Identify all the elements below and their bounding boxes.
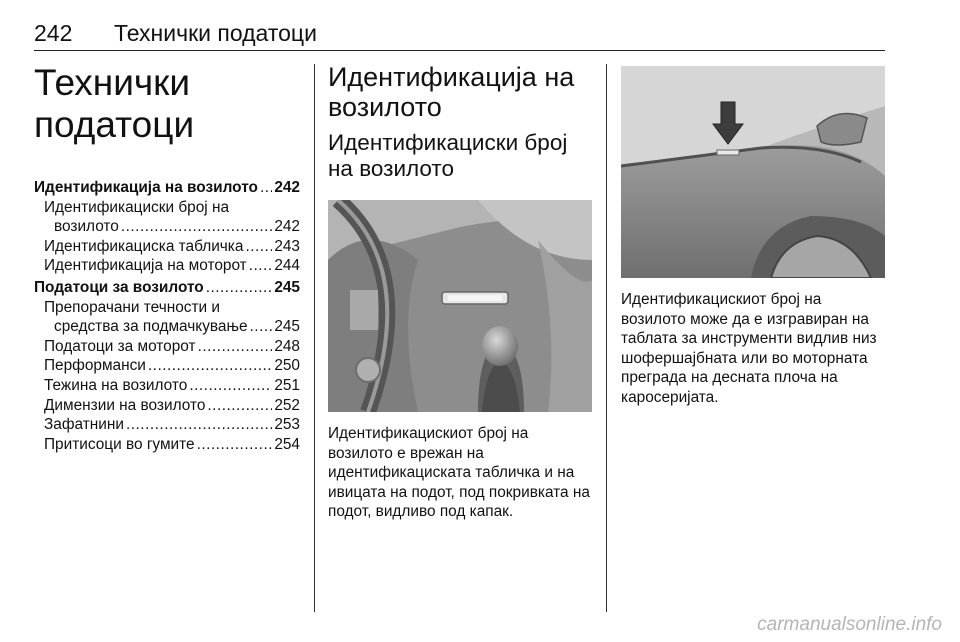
toc-leader [207,396,272,416]
toc-entry[interactable] [34,298,300,337]
toc-entry[interactable] [34,256,300,276]
toc-entry[interactable] [34,376,300,396]
toc-entry-title: Податоци за моторот [44,337,196,355]
toc-entry-page: 245 [274,318,300,336]
page-number: 242 [34,20,73,46]
windshield-vin-photo [621,66,885,278]
toc-entry[interactable] [34,415,300,435]
toc-entry[interactable] [34,237,300,257]
toc-entry-page: 242 [274,179,300,196]
image-column [621,66,885,408]
toc-entry-title: Идентификациска табличка [44,237,244,255]
toc-entry-title-cont: средства за подмачкување [54,318,248,336]
toc-entry-title-cont: возилото [54,218,119,236]
chapter-title: Технички податоци [34,62,195,145]
toc-entry-title: Идентификациски број на [44,198,230,216]
toc-entry-page: 252 [274,396,300,414]
section-heading: Идентификација на возилото [328,62,575,122]
toc-entry-title: Тежина на возилото [44,376,188,394]
toc-section [34,178,300,276]
toc-section [34,278,300,454]
column-divider [606,64,607,612]
toc-entry[interactable] [34,356,300,376]
toc-leader [121,217,272,237]
toc-entry-title: Перформанси [44,357,146,375]
toc-leader [206,278,273,298]
toc-entry-title: Зафатнини [44,416,124,434]
toc-leader [197,435,273,455]
toc-entry-page: 243 [274,237,300,255]
toc-entry[interactable] [34,396,300,416]
toc-leader [198,337,273,357]
toc-leader [189,376,272,396]
toc-leader [260,178,272,198]
toc-entry-page: 253 [274,416,300,434]
photo-caption-2: Идентификацискиот број на возилото може да е изгравиран на таблата за инструменти видлив низ шофершајбната или во моторната преграда на десната плоча на каросеријата. [621,291,877,406]
toc-entry-page: 254 [274,435,300,453]
toc-entry[interactable] [34,337,300,357]
toc-entry-title: Притисоци во гумите [44,435,195,453]
page-header [34,14,885,51]
toc-entry-section[interactable] [34,178,300,198]
toc-entry[interactable] [34,435,300,455]
toc-entry-title: Податоци за возилото [34,278,204,296]
toc-leader [148,356,272,376]
toc-entry-page: 244 [274,257,300,275]
toc-leader [245,237,272,257]
toc-entry-title: Димензии на возилото [44,396,206,414]
table-of-contents [34,178,300,454]
section-subheading: Идентификациски број на возилото [328,130,568,181]
running-title: Технички податоци [114,20,317,46]
toc-entry-page: 250 [274,357,300,375]
toc-leader [249,256,273,276]
gearshift-vin-photo [328,200,592,412]
toc-leader [126,415,272,435]
watermark: carmanualsonline.info [757,614,942,635]
toc-entry-page: 242 [274,218,300,236]
toc-leader [250,317,273,337]
toc-entry-section[interactable] [34,278,300,298]
column-divider [314,64,315,612]
toc-entry-title: Препорачани течности и [44,298,221,316]
toc-entry[interactable] [34,198,300,237]
toc-entry-title: Идентификација на возилото [34,179,258,196]
toc-entry-title: Идентификација на моторот [44,257,247,275]
photo-caption-1: Идентификацискиот број на возилото е врежан на идентификациската табличка и на ивицата на подот, под покривката на подот, видливо под капак. [328,425,590,521]
toc-entry-page: 251 [274,376,300,394]
toc-entry-page: 248 [274,337,300,355]
content-column [328,62,592,522]
toc-column [34,62,300,456]
toc-entry-page: 245 [274,278,300,296]
